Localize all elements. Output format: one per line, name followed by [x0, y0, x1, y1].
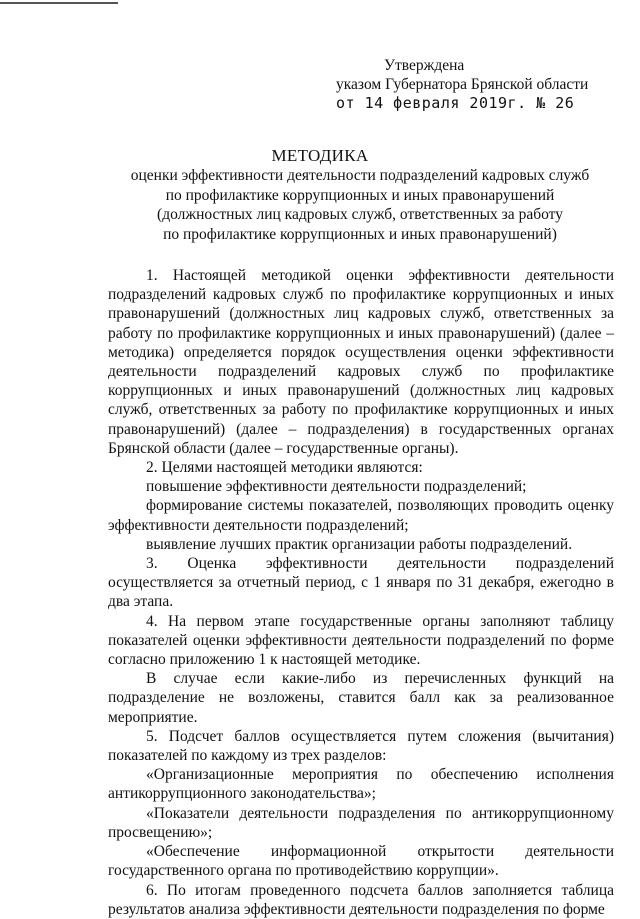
subtitle-line: оценки эффективности деятельности подразделений кадровых служб [130, 167, 590, 184]
paragraph-4-note: В случае если какие-либо из перечисленных функций на подразделение не возложены, ставится балл как за реализованное мероприятие. [108, 670, 614, 726]
document-title: МЕТОДИКА [271, 146, 369, 165]
subtitle-line: по профилактике коррупционных и иных правонарушений) [163, 225, 557, 243]
paragraph-2: 2. Целями настоящей методики являются: [146, 459, 423, 477]
subtitle-line: (должностных лиц кадровых служб, ответственных за работу [157, 206, 563, 223]
paragraph-3: 3. Оценка эффективности деятельности подразделений осуществляется за отчетный период, с 1 января по 31 декабря, ежегодно в два этапа. [108, 555, 614, 611]
document-body [108, 266, 614, 919]
subtitle-line: по профилактике коррупционных и иных правонарушений [165, 186, 555, 204]
date-number: от 14 февраля 2019г. № 26 [336, 94, 575, 112]
approval-block [336, 56, 626, 113]
goal-item: повышение эффективности деятельности подразделений; [146, 478, 527, 496]
scan-artifact-line [0, 2, 118, 4]
section-item: «Организационные мероприятия по обеспечению исполнения антикоррупционного законодательства»; [108, 766, 614, 803]
paragraph-1: 1. Настоящей методикой оценки эффективности деятельности подразделений кадровых служб по профилактике коррупционных и иных правонарушений (должностных лиц кадровых служб, ответственных за работу по профилактике коррупционных и иных правонарушений) (далее – методика) определяется порядок осуществления оценки эффективности деятельности подразделений кадровых служб по профилактике коррупционных и иных правонарушений (должностных лиц кадровых служб, ответственных за работу по профилактике коррупционных и иных правонарушений) (далее – подразделения) в государственных органах Брянской области (далее – государственные органы). [108, 267, 614, 457]
paragraph-5: 5. Подсчет баллов осуществляется путем сложения (вычитания) показателей по каждому из трех разделов: [108, 727, 614, 765]
goal-item: формирование системы показателей, позволяющих проводить оценку эффективности деятельности подразделений; [108, 497, 614, 534]
paragraph-6: 6. По итогам проведенного подсчета баллов заполняется таблица результатов анализа эффективности деятельности подразделения по форме [108, 881, 614, 918]
section-item: «Обеспечение информационной открытости деятельности государственного органа по противодействию коррупции». [108, 843, 614, 880]
decree-label: указом Губернатора Брянской области [336, 76, 589, 93]
approved-label: Утверждена [384, 57, 465, 74]
paragraph-4: 4. На первом этапе государственные органы заполняют таблицу показателей оценки эффективности деятельности подразделений по форме согласно приложению 1 к настоящей методике. [108, 612, 614, 669]
goal-item: выявление лучших практик организации работы подразделений. [146, 535, 573, 553]
section-item: «Показатели деятельности подразделения по антикоррупционному просвещению»; [108, 804, 614, 841]
document-subtitle [100, 166, 620, 244]
